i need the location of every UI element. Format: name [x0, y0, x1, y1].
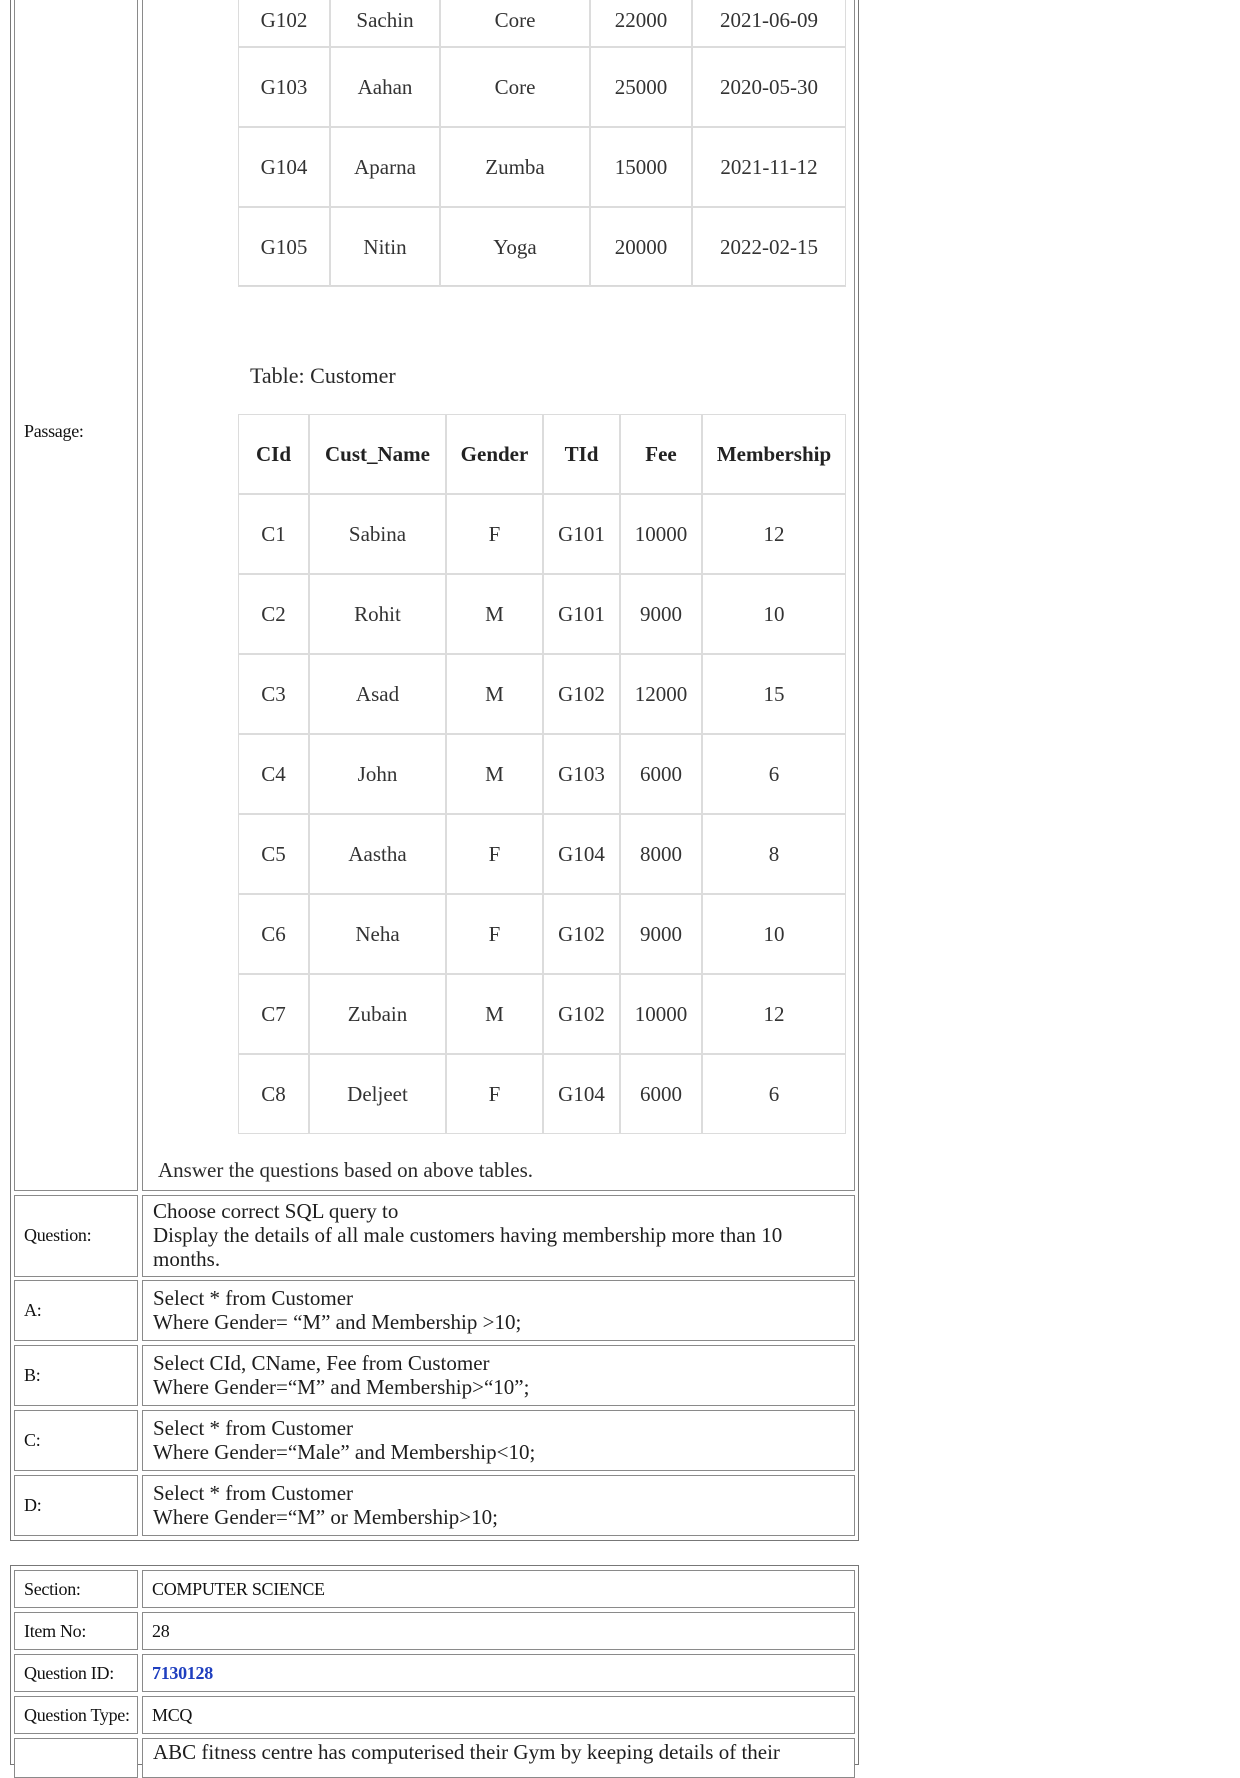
- passage-note: Answer the questions based on above tables.: [158, 1158, 533, 1182]
- customer-cell: C1: [238, 494, 309, 574]
- item-no-label: Item No:: [24, 1621, 87, 1641]
- customer-cell: Rohit: [309, 574, 446, 654]
- customer-cell: 6000: [620, 1054, 702, 1134]
- section-value: COMPUTER SCIENCE: [152, 1579, 325, 1599]
- customer-cell: Aastha: [309, 814, 446, 894]
- customer-cell: 12000: [620, 654, 702, 734]
- trainer-cell: G103: [238, 47, 330, 127]
- customer-cell: M: [446, 734, 543, 814]
- question-text-cell: [142, 1195, 855, 1277]
- customer-cell: F: [446, 494, 543, 574]
- option-d-cell[interactable]: [142, 1475, 855, 1536]
- question-line-3: months.: [153, 1247, 221, 1271]
- trainer-cell: Sachin: [330, 0, 440, 47]
- option-b-cell[interactable]: [142, 1345, 855, 1406]
- question-type-value-cell: [142, 1696, 855, 1734]
- option-c-label: C:: [24, 1430, 41, 1450]
- customer-cell: 10000: [620, 974, 702, 1054]
- question-type-label-cell: [14, 1696, 138, 1734]
- trainer-cell: 22000: [590, 0, 692, 47]
- customer-cell: G102: [543, 894, 620, 974]
- customer-header-cell: CId: [238, 414, 309, 494]
- item-no-label-cell: [14, 1612, 138, 1650]
- trainer-cell: G102: [238, 0, 330, 47]
- section-label: Section:: [24, 1579, 81, 1599]
- trainer-cell: 2021-11-12: [692, 127, 846, 207]
- customer-cell: C7: [238, 974, 309, 1054]
- customer-cell: 6: [702, 734, 846, 814]
- customer-cell: 10: [702, 894, 846, 974]
- item-no-value: 28: [152, 1621, 170, 1641]
- trainer-cell: Aahan: [330, 47, 440, 127]
- trainer-cell: G105: [238, 207, 330, 287]
- customer-cell: C3: [238, 654, 309, 734]
- customer-cell: F: [446, 894, 543, 974]
- customer-cell: 9000: [620, 574, 702, 654]
- option-c-line-1: Select * from Customer: [153, 1416, 354, 1440]
- customer-cell: 6: [702, 1054, 846, 1134]
- trainer-cell: Core: [440, 47, 590, 127]
- customer-header-cell: Membership: [702, 414, 846, 494]
- trainer-cell: Core: [440, 0, 590, 47]
- customer-cell: G103: [543, 734, 620, 814]
- customer-cell: 10: [702, 574, 846, 654]
- customer-cell: Deljeet: [309, 1054, 446, 1134]
- trainer-cell: 2021-06-09: [692, 0, 846, 47]
- option-d-label-cell: [14, 1475, 138, 1536]
- question-id-label-cell: [14, 1654, 138, 1692]
- option-b-line-1: Select CId, CName, Fee from Customer: [153, 1351, 490, 1375]
- question-id-label: Question ID:: [24, 1663, 114, 1683]
- passage-label-cell-2: [14, 1738, 138, 1778]
- question-label: Question:: [24, 1225, 92, 1245]
- passage-2-line-1: ABC fitness centre has computerised their Gym by keeping details of their: [153, 1740, 780, 1764]
- customer-cell: 15: [702, 654, 846, 734]
- customer-table-caption: Table: Customer: [250, 363, 396, 388]
- option-b-label: B:: [24, 1365, 41, 1385]
- customer-cell: Zubain: [309, 974, 446, 1054]
- customer-cell: M: [446, 574, 543, 654]
- option-a-line-2: Where Gender= “M” and Membership >10;: [153, 1310, 522, 1334]
- option-d-label: D:: [24, 1495, 42, 1515]
- trainer-cell: Aparna: [330, 127, 440, 207]
- section-label-cell: [14, 1570, 138, 1608]
- customer-cell: G102: [543, 654, 620, 734]
- customer-header-cell: Gender: [446, 414, 543, 494]
- option-c-cell[interactable]: [142, 1410, 855, 1471]
- trainer-cell: 25000: [590, 47, 692, 127]
- customer-cell: G104: [543, 1054, 620, 1134]
- option-d-line-2: Where Gender=“M” or Membership>10;: [153, 1505, 498, 1529]
- customer-cell: G101: [543, 574, 620, 654]
- trainer-cell: G104: [238, 127, 330, 207]
- customer-cell: 8: [702, 814, 846, 894]
- customer-header-cell: Fee: [620, 414, 702, 494]
- option-d-line-1: Select * from Customer: [153, 1481, 354, 1505]
- customer-header-cell: TId: [543, 414, 620, 494]
- option-b-line-2: Where Gender=“M” and Membership>“10”;: [153, 1375, 530, 1399]
- passage-label: Passage:: [24, 421, 84, 441]
- customer-cell: G101: [543, 494, 620, 574]
- trainer-cell: 20000: [590, 207, 692, 287]
- customer-cell: Asad: [309, 654, 446, 734]
- customer-cell: 10000: [620, 494, 702, 574]
- passage-content-cell-2: [142, 1738, 855, 1778]
- customer-cell: M: [446, 654, 543, 734]
- trainer-cell: 2022-02-15: [692, 207, 846, 287]
- customer-cell: Sabina: [309, 494, 446, 574]
- question-id-value: 7130128: [152, 1663, 213, 1683]
- trainer-cell: Nitin: [330, 207, 440, 287]
- question-id-value-cell: [142, 1654, 855, 1692]
- option-a-line-1: Select * from Customer: [153, 1286, 354, 1310]
- customer-cell: G104: [543, 814, 620, 894]
- customer-cell: C6: [238, 894, 309, 974]
- customer-cell: C5: [238, 814, 309, 894]
- customer-cell: 12: [702, 974, 846, 1054]
- question-label-cell: [14, 1195, 138, 1277]
- question-line-1: Choose correct SQL query to: [153, 1199, 399, 1223]
- question-line-2: Display the details of all male customers having membership more than 10: [153, 1223, 783, 1247]
- customer-cell: C8: [238, 1054, 309, 1134]
- option-a-cell[interactable]: [142, 1280, 855, 1341]
- option-c-line-2: Where Gender=“Male” and Membership<10;: [153, 1440, 536, 1464]
- section-value-cell: [142, 1570, 855, 1608]
- question-type-label: Question Type:: [24, 1705, 130, 1725]
- customer-cell: C4: [238, 734, 309, 814]
- customer-cell: C2: [238, 574, 309, 654]
- option-b-label-cell: [14, 1345, 138, 1406]
- customer-cell: 9000: [620, 894, 702, 974]
- customer-header-cell: Cust_Name: [309, 414, 446, 494]
- trainer-cell: Zumba: [440, 127, 590, 207]
- item-no-value-cell: [142, 1612, 855, 1650]
- customer-cell: F: [446, 1054, 543, 1134]
- trainer-cell: 15000: [590, 127, 692, 207]
- customer-cell: F: [446, 814, 543, 894]
- option-a-label-cell: [14, 1280, 138, 1341]
- customer-cell: John: [309, 734, 446, 814]
- option-a-label: A:: [24, 1300, 42, 1320]
- passage-label-cell: [14, 0, 138, 1191]
- question-type-value: MCQ: [152, 1705, 193, 1725]
- customer-cell: 12: [702, 494, 846, 574]
- customer-cell: 6000: [620, 734, 702, 814]
- customer-cell: G102: [543, 974, 620, 1054]
- customer-cell: 8000: [620, 814, 702, 894]
- customer-cell: M: [446, 974, 543, 1054]
- trainer-cell: 2020-05-30: [692, 47, 846, 127]
- trainer-cell: Yoga: [440, 207, 590, 287]
- option-c-label-cell: [14, 1410, 138, 1471]
- customer-cell: Neha: [309, 894, 446, 974]
